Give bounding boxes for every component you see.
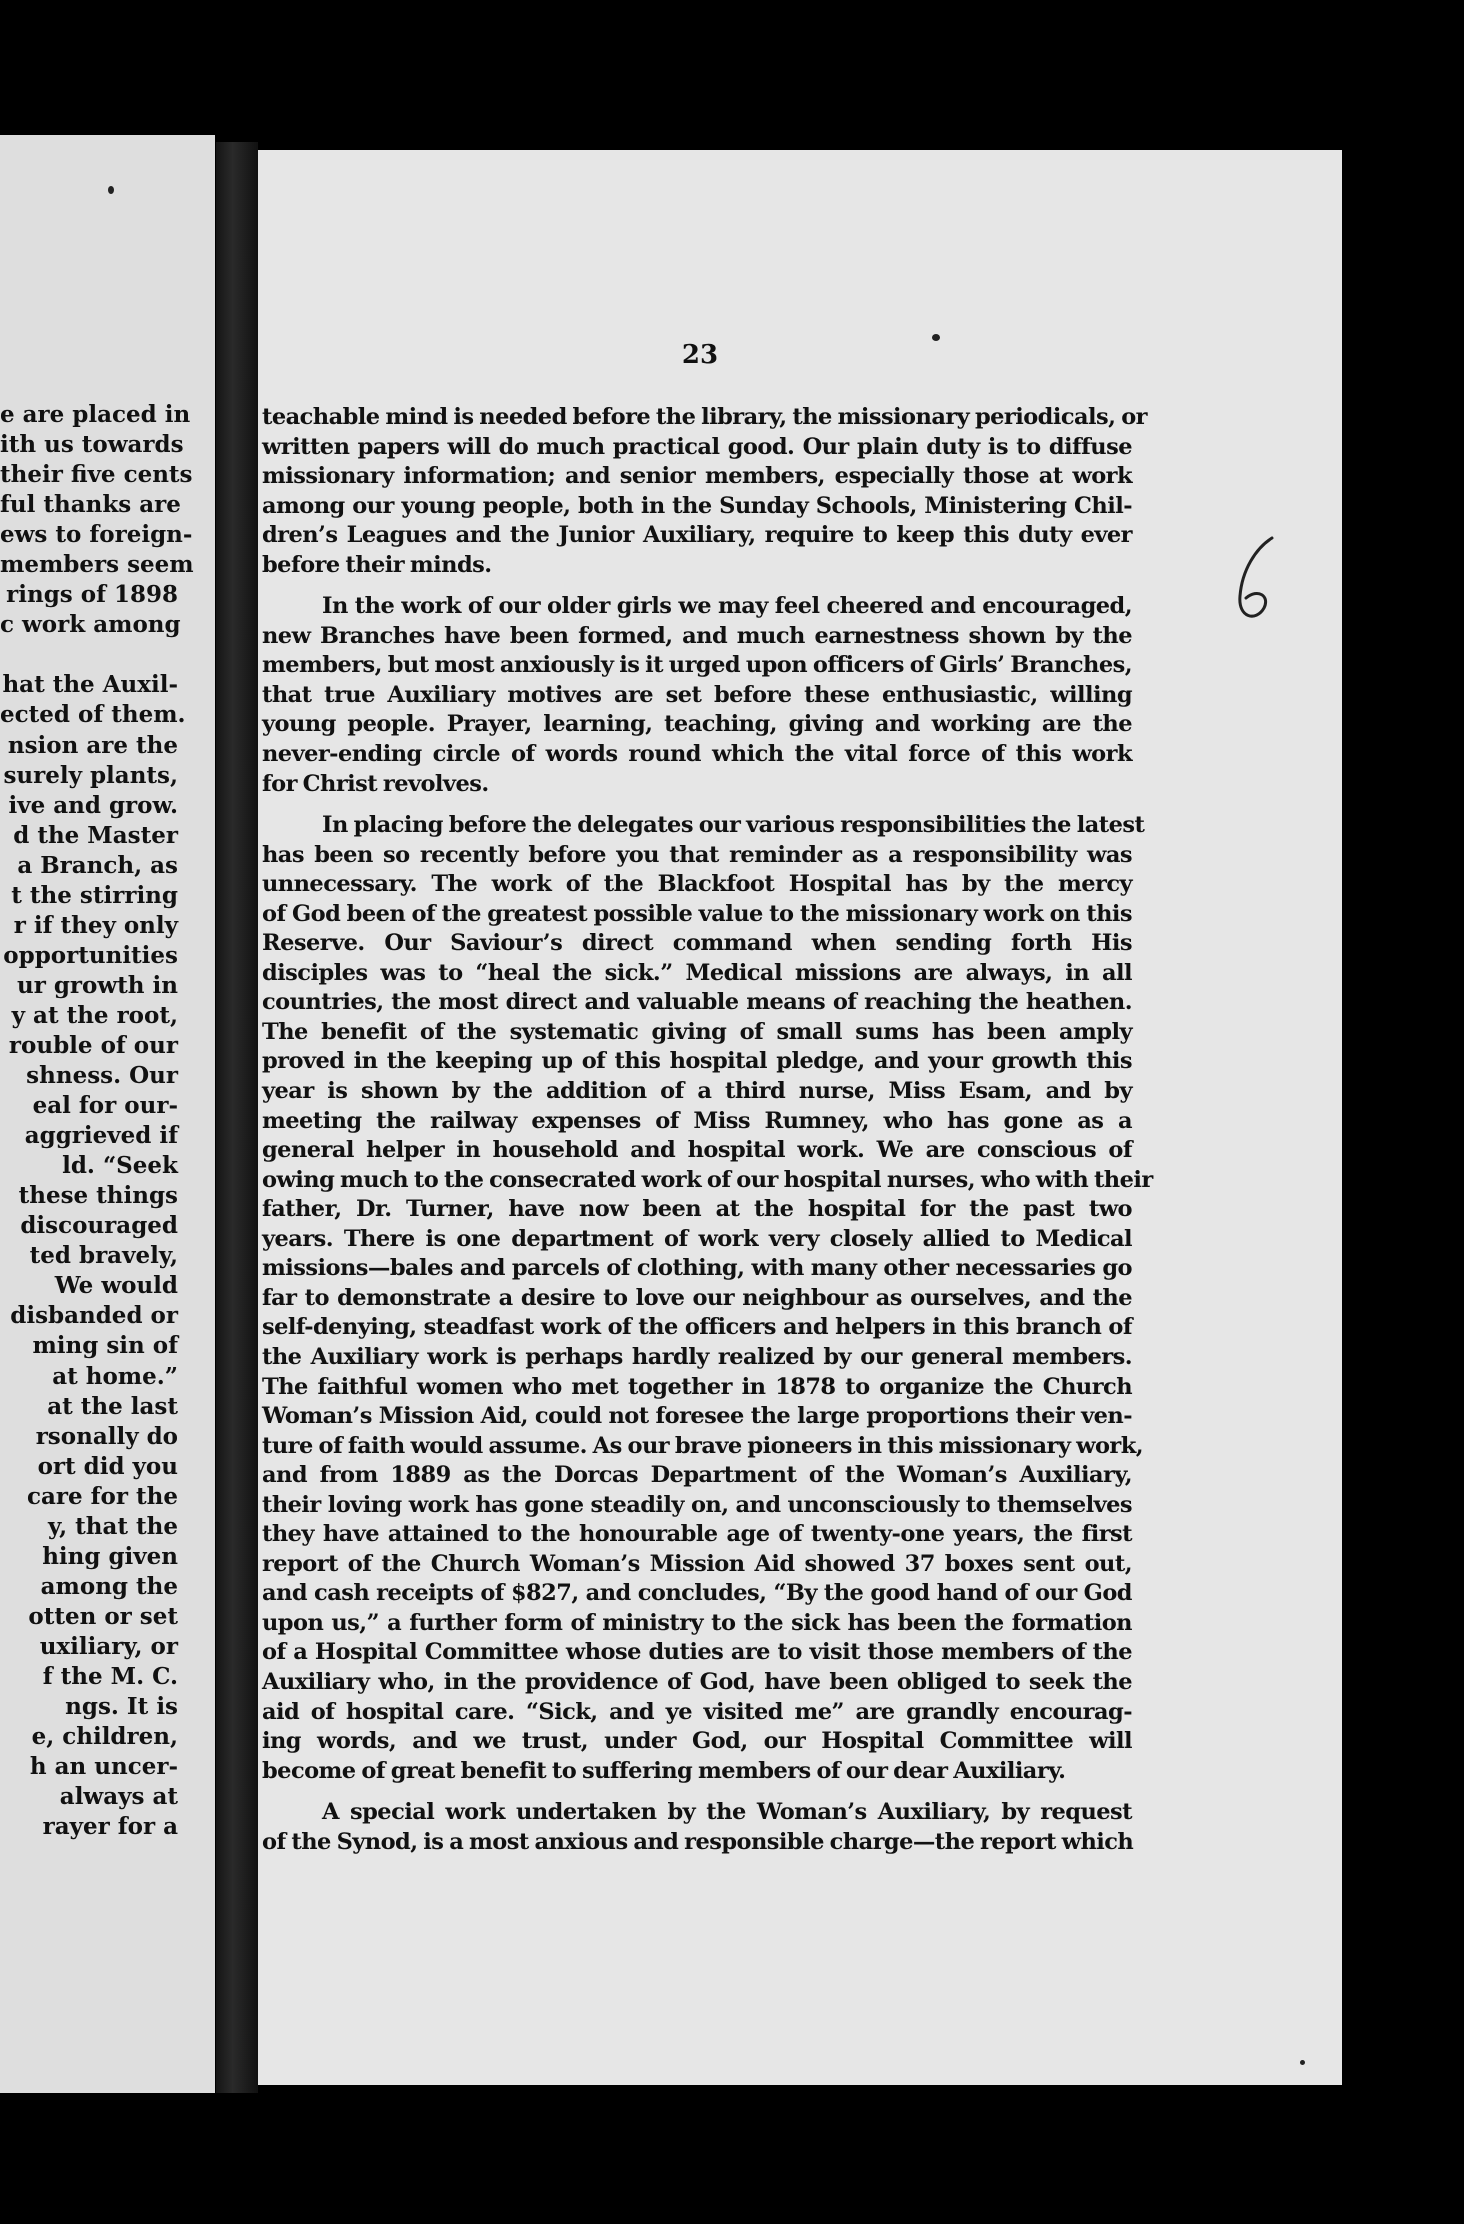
left-page-line: ld. “Seek: [62, 1152, 178, 1180]
left-page-line: a Branch, as: [17, 851, 178, 879]
left-page-line: d the Master: [13, 821, 178, 849]
left-page-line: y, that the: [47, 1512, 178, 1540]
text-line: proved in the keeping up of this hospital pledge, and your growth this: [262, 1048, 1132, 1075]
paragraph-gap: [262, 799, 1132, 811]
left-page-line: these things: [18, 1182, 178, 1210]
text-line: The benefit of the systematic giving of small sums has been amply: [262, 1018, 1132, 1045]
text-line: self-denying, steadfast work of the officers and helpers in this branch of: [262, 1314, 1132, 1341]
paragraph-gap: [262, 1786, 1132, 1798]
left-page-line: their five cents: [0, 461, 193, 489]
text-line: ture of faith would assume. As our brave pioneers in this missionary work,: [262, 1432, 1144, 1459]
left-page-line: hat the Auxil-: [2, 671, 178, 699]
left-page-line: f the M. C.: [42, 1662, 178, 1690]
left-page-line: c work among: [0, 611, 181, 639]
text-line: the Auxiliary work is perhaps hardly realized by our general members.: [262, 1343, 1132, 1370]
left-page-line: ews to foreign-: [0, 521, 193, 549]
text-line: unnecessary. The work of the Blackfoot Hospital has by the mercy: [262, 871, 1132, 898]
text-line: Woman’s Mission Aid, could not foresee the large proportions their ven-: [262, 1403, 1132, 1430]
text-line: report of the Church Woman’s Mission Aid showed 37 boxes sent out,: [262, 1550, 1132, 1577]
paragraph: [262, 1798, 1132, 1857]
speck: [932, 334, 940, 341]
text-line: that true Auxiliary motives are set before these enthusiastic, willing: [262, 681, 1132, 708]
text-line: they have attained to the honourable age of twenty-one years, the first: [262, 1521, 1132, 1548]
left-page-line: ngs. It is: [65, 1693, 178, 1721]
text-line: dren’s Leagues and the Junior Auxiliary, require to keep this duty ever: [262, 522, 1132, 549]
text-line: disciples was to “heal the sick.” Medical missions are always, in all: [262, 959, 1132, 986]
speck: [1300, 2060, 1305, 2065]
text-line: and from 1889 as the Dorcas Department of the Woman’s Auxiliary,: [262, 1462, 1132, 1489]
left-page-line: rayer for a: [42, 1813, 178, 1841]
text-line: become of great benefit to suffering members of our dear Auxiliary.: [262, 1757, 1066, 1784]
text-line: never-ending circle of words round which the vital force of this work: [262, 741, 1132, 768]
left-page-line: ted bravely,: [29, 1242, 178, 1270]
left-page-line: opportunities: [3, 941, 178, 969]
page-number: 23: [681, 340, 719, 370]
left-page-line: eal for our-: [32, 1092, 178, 1120]
text-line: countries, the most direct and valuable means of reaching the heathen.: [262, 989, 1132, 1016]
left-page-line: y at the root,: [11, 1001, 178, 1029]
text-line: has been so recently before you that reminder as a responsibility was: [262, 841, 1132, 868]
text-line: and cash receipts of $827, and concludes, “By the good hand of our God: [262, 1580, 1132, 1607]
left-page-line: hing given: [42, 1542, 178, 1570]
left-page-line: rings of 1898: [6, 581, 178, 609]
text-line: teachable mind is needed before the library, the missionary periodicals, or: [262, 404, 1147, 430]
left-page-line: We would: [54, 1272, 178, 1300]
left-page-line: among the: [40, 1572, 178, 1600]
handwritten-margin-mark: [1228, 530, 1288, 630]
text-line: for Christ revolves.: [262, 770, 489, 797]
left-page-line: ive and grow.: [8, 791, 178, 819]
book-binding-gutter: [216, 142, 258, 2093]
left-page-line: t the stirring: [11, 881, 178, 909]
body-text: [262, 403, 1153, 1857]
text-line: new Branches have been formed, and much earnestness shown by the: [262, 622, 1132, 649]
left-page-line: ort did you: [37, 1452, 178, 1480]
text-line: far to demonstrate a desire to love our neighbour as ourselves, and the: [262, 1284, 1132, 1311]
paragraph: [262, 403, 1147, 580]
text-line: members, but most anxiously is it urged upon officers of Girls’ Branches,: [262, 652, 1132, 679]
speck: [108, 186, 114, 194]
text-line: among our young people, both in the Sunday Schools, Ministering Chil-: [262, 492, 1132, 519]
left-page-line: surely plants,: [3, 761, 178, 789]
text-line: missions—bales and parcels of clothing, with many other necessaries go: [262, 1255, 1132, 1282]
left-page-line: ful thanks are: [0, 491, 181, 519]
left-page-line: e, children,: [31, 1723, 178, 1751]
text-line: In the work of our older girls we may feel cheered and encouraged,: [322, 593, 1132, 620]
text-line: of a Hospital Committee whose duties are to visit those members of the: [262, 1639, 1132, 1666]
left-page-line: ming sin of: [32, 1332, 178, 1360]
left-page-line: ur growth in: [17, 971, 178, 999]
text-line: ing words, and we trust, under God, our Hospital Committee will: [262, 1728, 1132, 1755]
paragraph: [262, 811, 1153, 1786]
text-line: A special work undertaken by the Woman’s Auxiliary, by request: [322, 1799, 1132, 1826]
left-page: [0, 135, 215, 2093]
left-page-line: aggrieved if: [24, 1122, 178, 1150]
text-line: year is shown by the addition of a third nurse, Miss Esam, and by: [262, 1078, 1132, 1105]
left-page-text: [0, 400, 194, 1842]
left-page-line: ith us towards: [0, 431, 184, 459]
text-line: years. There is one department of work very closely allied to Medical: [262, 1225, 1132, 1252]
text-line: Reserve. Our Saviour’s direct command when sending forth His: [262, 930, 1132, 957]
text-line: upon us,” a further form of ministry to the sick has been the formation: [262, 1609, 1132, 1636]
text-line: aid of hospital care. “Sick, and ye visited me” are grandly encourag-: [262, 1698, 1132, 1725]
text-line: missionary information; and senior members, especially those at work: [262, 463, 1132, 490]
text-line: before their minds.: [262, 551, 492, 578]
text-line: meeting the railway expenses of Miss Rumney, who has gone as a: [262, 1107, 1132, 1134]
left-page-line: shness. Our: [26, 1062, 178, 1090]
left-page-line: uxiliary, or: [39, 1632, 178, 1660]
text-line: The faithful women who met together in 1878 to organize the Church: [262, 1373, 1132, 1400]
text-line: father, Dr. Turner, have now been at the hospital for the past two: [262, 1196, 1132, 1223]
left-page-line: rouble of our: [8, 1031, 178, 1059]
paragraph-gap: [262, 580, 1132, 592]
text-line: In placing before the delegates our various responsibilities the latest: [322, 812, 1145, 839]
text-line: general helper in household and hospital work. We are conscious of: [262, 1137, 1132, 1164]
left-page-line: nsion are the: [7, 731, 178, 759]
text-line: written papers will do much practical good. Our plain duty is to diffuse: [262, 433, 1132, 460]
left-page-line: disbanded or: [10, 1302, 178, 1330]
left-page-line: otten or set: [28, 1602, 178, 1630]
left-page-line: rsonally do: [35, 1422, 178, 1450]
paragraph: [262, 592, 1132, 799]
text-line: owing much to the consecrated work of our hospital nurses, who with their: [262, 1166, 1153, 1193]
text-line: their loving work has gone steadily on, and unconsciously to themselves: [262, 1491, 1132, 1518]
text-line: Auxiliary who, in the providence of God, have been obliged to seek the: [262, 1668, 1132, 1695]
left-page-line: discouraged: [20, 1212, 178, 1240]
text-line: of the Synod, is a most anxious and responsible charge—the report which: [262, 1828, 1134, 1855]
left-page-line: at the last: [47, 1392, 178, 1420]
left-page-line: always at: [59, 1783, 178, 1811]
left-page-line: at home.”: [52, 1362, 178, 1390]
left-page-line: h an uncer-: [29, 1753, 178, 1781]
left-page-line: [0, 640, 178, 670]
left-page-line: care for the: [26, 1482, 178, 1510]
left-page-line: e are placed in: [0, 401, 191, 428]
text-line: of God been of the greatest possible value to the missionary work on this: [262, 900, 1132, 927]
left-page-line: r if they only: [13, 911, 178, 939]
left-page-line: ected of them.: [0, 701, 186, 729]
text-line: young people. Prayer, learning, teaching, giving and working are the: [262, 711, 1132, 738]
left-page-line: members seem: [0, 551, 194, 579]
